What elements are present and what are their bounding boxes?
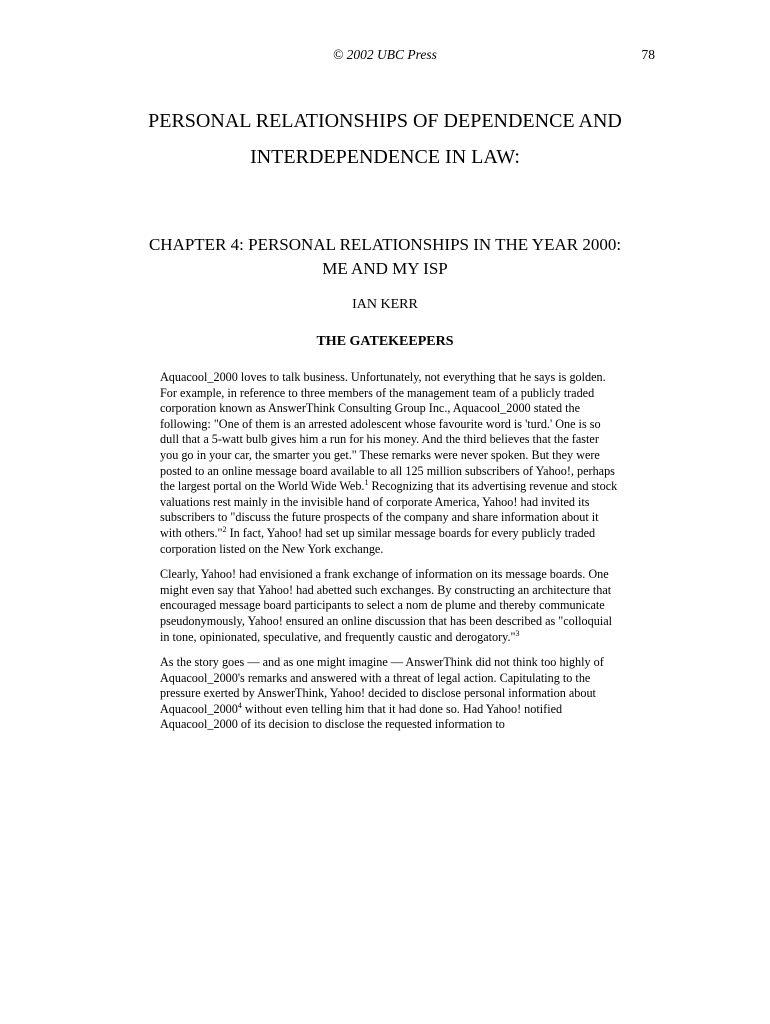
document-title: PERSONAL RELATIONSHIPS OF DEPENDENCE AND INTERDEPENDENCE IN LAW: (148, 110, 622, 168)
author-name: IAN KERR (352, 297, 418, 312)
header-publisher: © 2002 UBC Press (333, 47, 437, 62)
paragraph-2-text-a: Clearly, Yahoo! had envisioned a frank exchange of information on its message boards. One might even say that Yahoo! had abetted such exchanges. By constructing an architecture that encouraged message board participants to select a nom de plume and thereby communicate pseudonymously, Yahoo! ensured an online discussion that has been described as "colloquial in tone, opinionated, speculative, and frequently caustic and derogatory." (160, 567, 612, 644)
footnote-ref-1: 1 (364, 478, 369, 488)
footnote-ref-3: 3 (515, 628, 520, 638)
body-text (160, 370, 618, 743)
footnote-ref-4: 4 (237, 700, 242, 710)
chapter-title: CHAPTER 4: PERSONAL RELATIONSHIPS IN THE YEAR 2000: ME AND MY ISP (148, 235, 622, 278)
paragraph-1 (160, 370, 618, 557)
paragraph-3 (160, 655, 618, 733)
paragraph-2 (160, 567, 618, 645)
running-header (0, 47, 770, 67)
paragraph-3-text-b: without even telling him that it had done so. Had Yahoo! notified Aquacool_2000 of its decision to disclose the requested information to (160, 701, 563, 732)
footnote-ref-2: 2 (222, 524, 227, 534)
page-number: 78 (641, 47, 655, 62)
paragraph-1-text-b: Recognizing that its advertising revenue and stock valuations rest mainly in the invisible hand of corporate America, Yahoo! had invited its subscribers to "discuss the future prospects of the company and share information about it with others." (160, 479, 618, 540)
paragraph-1-text-a: Aquacool_2000 loves to talk business. Unfortunately, not everything that he says is golden. For example, in reference to three members of the management team of a publicly traded corporation known as AnswerThink Consulting Group Inc., Aquacool_2000 stated the following: "One of them is an arrested adolescent whose favourite word is 'turd.' One is so dull that a 5-watt bulb gives him a run for his money. And the third believes that the faster you go in your car, the smarter you get." These remarks were never spoken. But they were posted to an online message board available to all 125 million subscribers of Yahoo!, perhaps the largest portal on the World Wide Web. (160, 370, 615, 494)
paragraph-1-text-c: In fact, Yahoo! had set up similar message boards for every publicly traded corporation listed on the New York exchange. (160, 525, 596, 556)
paragraph-3-text-a: As the story goes — and as one might imagine — AnswerThink did not think too highly of Aquacool_2000's remarks and answered with a threat of legal action. Capitulating to the pressure exerted by AnswerThink, Yahoo! decided to disclose personal information about Aquacool_2000 (160, 655, 604, 716)
section-heading: THE GATEKEEPERS (316, 334, 454, 349)
